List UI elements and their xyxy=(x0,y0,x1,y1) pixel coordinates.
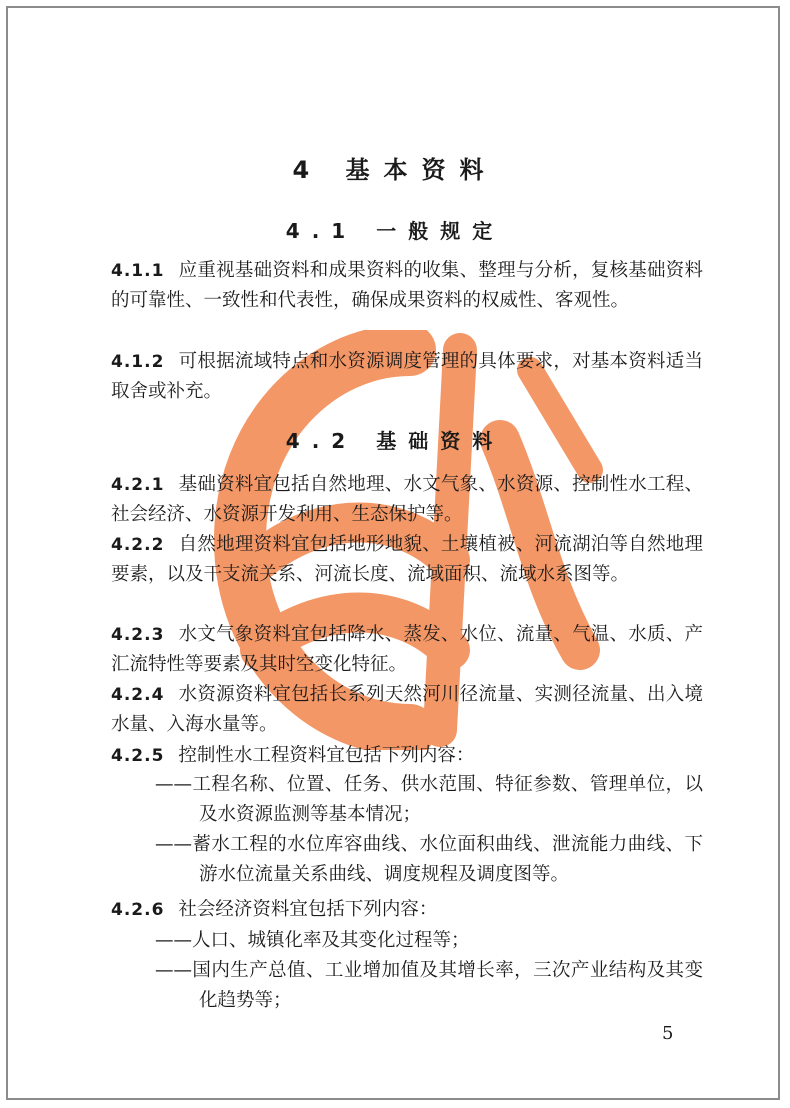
clause-number: 4.2.6 xyxy=(111,900,165,920)
clause-4-2-6 xyxy=(111,895,703,925)
clause-text: 水资源资料宜包括长系列天然河川径流量、实测径流量、出入境水量、入海水量等。 xyxy=(111,684,703,735)
clause-text: 自然地理资料宜包括地形地貌、土壤植被、河流湖泊等自然地理要素，以及干支流关系、河流长度、流域面积、流域水系图等。 xyxy=(111,534,703,585)
clause-text: 社会经济资料宜包括下列内容： xyxy=(178,899,438,920)
clause-number: 4.2.3 xyxy=(111,625,165,645)
clause-text: 可根据流域特点和水资源调度管理的具体要求，对基本资料适当取舍或补充。 xyxy=(111,351,703,402)
list-item: ——工程名称、位置、任务、供水范围、特征参数、管理单位，以及水资源监测等基本情况； xyxy=(155,774,703,825)
clause-number: 4.2.4 xyxy=(111,685,165,705)
clause-4-1-1 xyxy=(111,256,703,316)
clause-4-2-3 xyxy=(111,620,703,680)
clause-number: 4.1.1 xyxy=(111,261,165,281)
clause-number: 4.2.2 xyxy=(111,535,165,555)
clause-4-1-2 xyxy=(111,347,703,407)
clause-text: 控制性水工程资料宜包括下列内容： xyxy=(178,745,475,766)
clause-number: 4.1.2 xyxy=(111,352,165,372)
section-title-4-1: 4.1 一般规定 xyxy=(285,219,505,243)
clause-text: 应重视基础资料和成果资料的收集、整理与分析，复核基础资料的可靠性、一致性和代表性，确保成果资料的权威性、客观性。 xyxy=(111,260,703,311)
clause-number: 4.2.1 xyxy=(111,475,165,495)
clause-text: 基础资料宜包括自然地理、水文气象、水资源、控制性水工程、社会经济、水资源开发利用、生态保护等。 xyxy=(111,474,703,525)
page-number: 5 xyxy=(662,1023,674,1044)
list-item: ——国内生产总值、工业增加值及其增长率，三次产业结构及其变化趋势等； xyxy=(155,960,703,1011)
section-title-4-2: 4.2 基础资料 xyxy=(285,429,505,453)
list-item: ——蓄水工程的水位库容曲线、水位面积曲线、泄流能力曲线、下游水位流量关系曲线、调度规程及调度图等。 xyxy=(155,834,703,885)
clause-4-2-5 xyxy=(111,741,703,771)
clause-4-2-4 xyxy=(111,680,703,740)
clause-number: 4.2.5 xyxy=(111,746,165,766)
list-item: ——人口、城镇化率及其变化过程等； xyxy=(155,930,470,951)
clause-4-2-2 xyxy=(111,530,703,590)
clause-text: 水文气象资料宜包括降水、蒸发、水位、流量、气温、水质、产汇流特性等要素及其时空变化特征。 xyxy=(111,624,703,675)
clause-4-2-1 xyxy=(111,470,703,530)
chapter-title: 4 基本资料 xyxy=(292,156,498,184)
